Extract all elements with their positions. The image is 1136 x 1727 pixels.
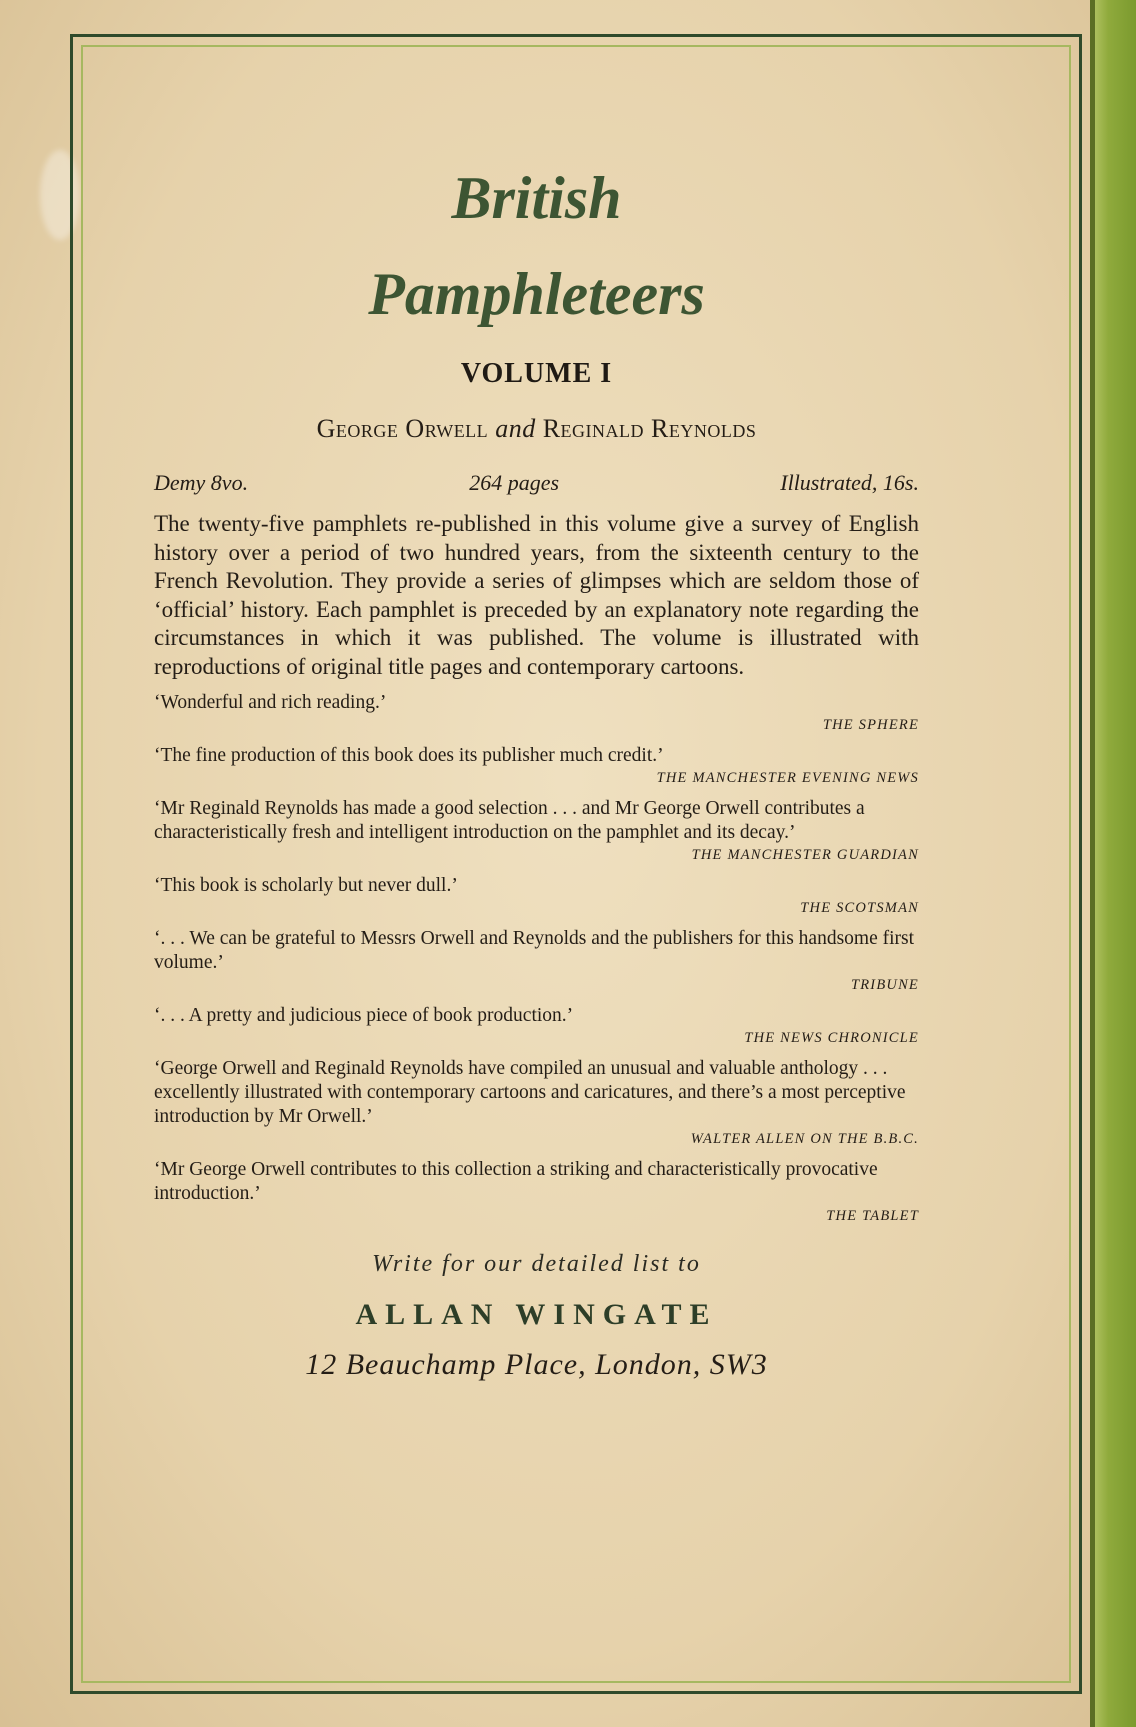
author-reynolds: Reginald Reynolds — [542, 414, 757, 443]
review-source: THE NEWS CHRONICLE — [744, 1030, 919, 1046]
review-item — [154, 1158, 919, 1225]
review-source: THE SPHERE — [822, 717, 919, 733]
review-source: THE TABLET — [826, 1208, 919, 1224]
author-orwell: George Orwell — [316, 414, 489, 443]
review-item — [154, 744, 919, 787]
title-line-2: Pamphleteers — [368, 261, 705, 327]
book-description: The twenty-five pamphlets re-published in this volume give a survey of English history over a period of two hundred years, from the sixteenth century to the French Revolution. They provide a series of glimpses which are seldom those of ‘official’ history. Each pamphlet is preceded by an explanatory note regarding the circumstances in which it was published. The volume is illustrated with reproductions of original title pages and contemporary cartoons. — [154, 511, 919, 679]
review-quote: ‘Mr George Orwell contributes to this collection a striking and characteristically provocative introduction.’ — [154, 1159, 878, 1204]
book-details — [154, 470, 919, 496]
volume-label: VOLUME I — [460, 358, 613, 389]
review-quote: ‘Wonderful and rich reading.’ — [154, 692, 387, 713]
authors-conjunction: and — [495, 414, 536, 443]
review-quote: ‘This book is scholarly but never dull.’ — [154, 875, 458, 896]
book-format: Demy 8vo. — [154, 470, 249, 495]
review-source: WALTER ALLEN ON THE B.B.C. — [690, 1131, 919, 1147]
review-list — [154, 691, 919, 1225]
review-quote: ‘Mr Reginald Reynolds has made a good selection . . . and Mr George Orwell contributes a characteristically fresh and intelligent introduction on the pamphlet and its decay.’ — [154, 798, 865, 843]
catalogue-call-to-action: Write for our detailed list to — [372, 1251, 701, 1277]
publisher-address: 12 Beauchamp Place, London, SW3 — [305, 1348, 768, 1381]
page-count: 264 pages — [469, 470, 560, 495]
review-item — [154, 1057, 919, 1148]
review-item — [154, 1004, 919, 1047]
review-quote: ‘. . . A pretty and judicious piece of book production.’ — [154, 1005, 574, 1026]
review-source: THE MANCHESTER EVENING NEWS — [656, 770, 919, 786]
book-price: Illustrated, 16s. — [780, 470, 919, 495]
cover-content — [154, 150, 919, 1382]
book-title — [154, 150, 919, 342]
review-source: TRIBUNE — [850, 977, 919, 993]
review-source: THE SCOTSMAN — [800, 900, 919, 916]
review-item — [154, 927, 919, 994]
review-source: THE MANCHESTER GUARDIAN — [691, 847, 919, 863]
review-item — [154, 797, 919, 864]
publisher-name: ALLAN WINGATE — [355, 1298, 718, 1331]
review-item — [154, 691, 919, 734]
review-item — [154, 874, 919, 917]
review-quote: ‘. . . We can be grateful to Messrs Orwell and Reynolds and the publishers for this handsome first volume.’ — [154, 928, 915, 973]
review-quote: ‘George Orwell and Reginald Reynolds have compiled an unusual and valuable anthology . . . excellently illustrated with contemporary cartoons and caricatures, and there’s a most perceptive introduction by Mr Orwell.’ — [154, 1058, 906, 1127]
authors-line — [154, 414, 919, 444]
review-quote: ‘The fine production of this book does its publisher much credit.’ — [154, 745, 664, 766]
spine-strip — [1090, 0, 1136, 1727]
title-line-1: British — [451, 165, 622, 231]
spine-edge — [1090, 0, 1095, 1727]
